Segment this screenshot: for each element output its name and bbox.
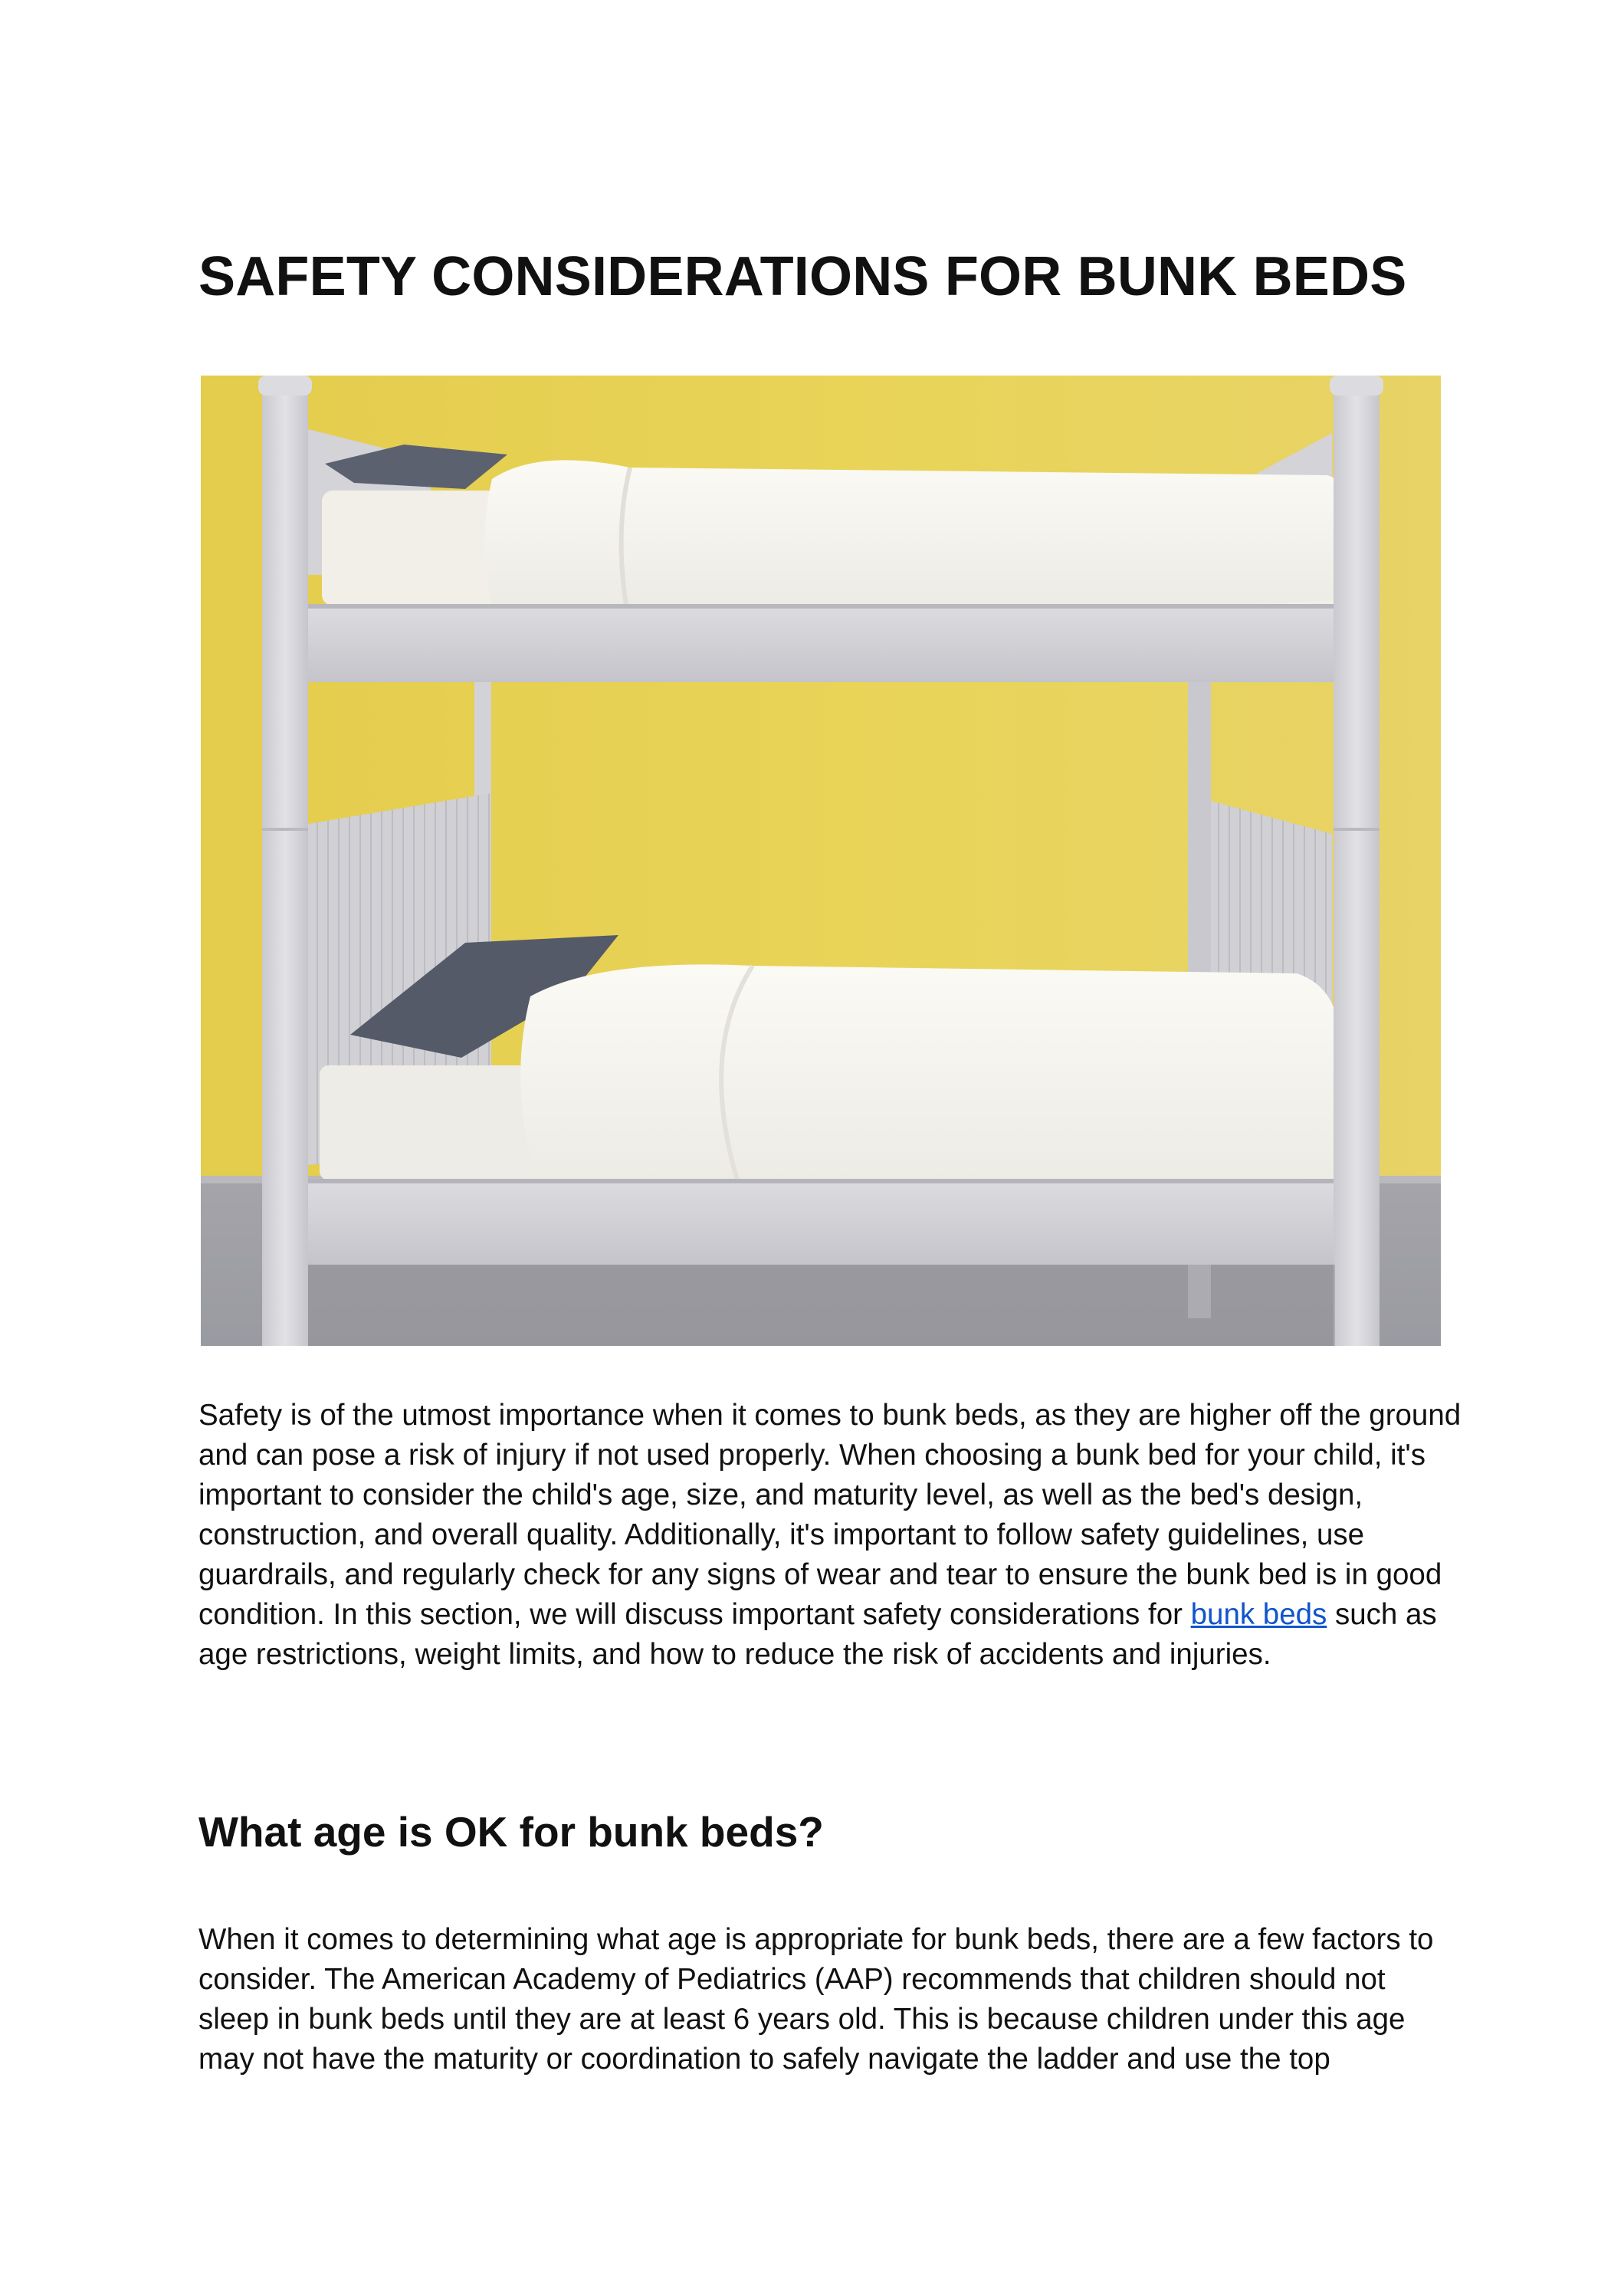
bottom-bunk-rail	[304, 1180, 1354, 1265]
intro-paragraph	[198, 1396, 1463, 1675]
bunk-beds-link[interactable]: bunk beds	[1190, 1598, 1327, 1631]
bottom-duvet	[520, 964, 1339, 1183]
age-paragraph: When it comes to determining what age is appropriate for bunk beds, there are a few factors to consider. The American Academy of Pediatrics (AAP) recommends that children should not sleep in bunk beds until they are at least 6 years old. This is because children under this age may not have the maturity or coordination to safely navigate the ladder and use the top	[198, 1923, 1434, 2076]
bunk-bed-illustration	[201, 376, 1441, 1346]
page-title: SAFETY CONSIDERATIONS FOR BUNK BEDS	[198, 246, 1407, 307]
top-duvet	[484, 460, 1351, 606]
front-left-post	[262, 383, 308, 1346]
bunk-bed-photo	[201, 376, 1441, 1346]
top-bunk-rail	[304, 605, 1354, 682]
intro-text-start: Safety is of the utmost importance when it comes to bunk beds, as they are higher off the ground and can pose a risk of injury if not used properly. When choosing a bunk bed for your child, it's important to consider the child's age, size, and maturity level, as well as the bed's design, construction, and overall quality. Additionally, it's important to follow safety guidelines, use guardrails, and regularly check for any signs of wear and tear to ensure the bunk bed is in good condition. In this section, we will discuss important safety considerations for	[198, 1399, 1462, 1631]
intro-text-end: such as age restrictions, weight limits, and how to reduce the risk of accidents and injuries.	[198, 1598, 1437, 1671]
section-heading-age: What age is OK for bunk beds?	[198, 1808, 824, 1856]
front-right-post	[1334, 383, 1380, 1346]
